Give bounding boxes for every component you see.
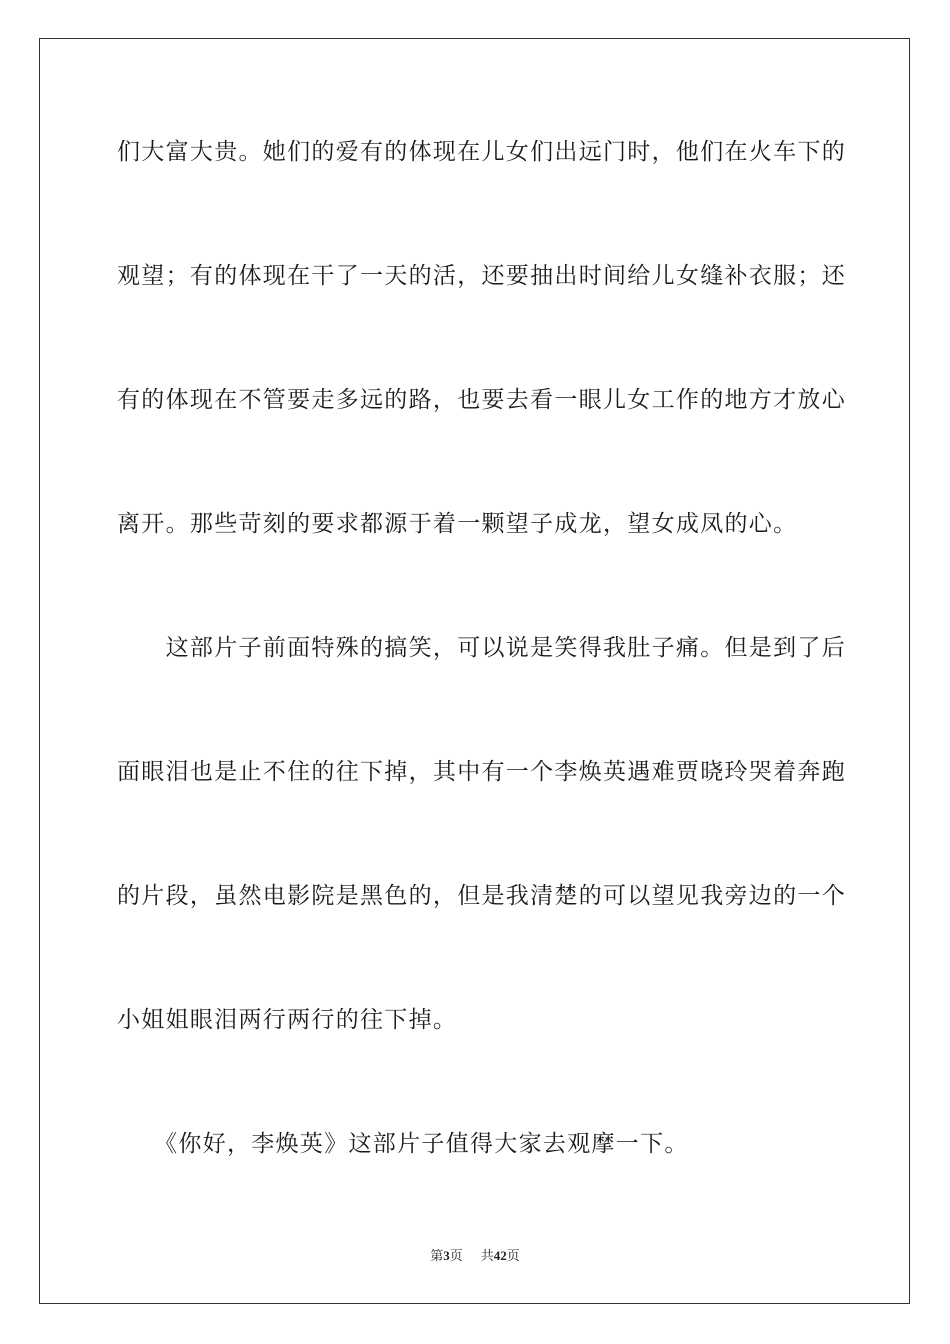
text-line: 《你好，李焕英》这部片子值得大家去观摩一下。 xyxy=(117,1131,689,1157)
text-line: 观望；有的体现在干了一天的活，还要抽出时间给儿女缝补衣服；还 xyxy=(117,263,846,289)
page-suffix: 页 xyxy=(449,1248,463,1263)
text-line: 小姐姐眼泪两行两行的往下掉。 xyxy=(117,1007,458,1033)
page-border xyxy=(39,38,910,1304)
page-prefix: 第 xyxy=(430,1248,444,1263)
total-pages: 42 xyxy=(493,1248,507,1263)
text-line: 的片段，虽然电影院是黑色的，但是我清楚的可以望见我旁边的一个 xyxy=(117,883,846,909)
total-suffix: 页 xyxy=(506,1248,520,1263)
text-line: 面眼泪也是止不住的往下掉，其中有一个李焕英遇难贾晓玲哭着奔跑 xyxy=(117,759,846,785)
total-prefix: 共 xyxy=(480,1248,494,1263)
text-line: 有的体现在不管要走多远的路，也要去看一眼儿女工作的地方才放心 xyxy=(117,387,846,413)
page-number: 3 xyxy=(443,1248,450,1263)
page-footer xyxy=(0,1247,950,1265)
text-line: 这部片子前面特殊的搞笑，可以说是笑得我肚子痛。但是到了后 xyxy=(117,635,846,661)
text-line: 离开。那些苛刻的要求都源于着一颗望子成龙，望女成凤的心。 xyxy=(117,511,798,537)
text-line: 们大富大贵。她们的爱有的体现在儿女们出远门时，他们在火车下的 xyxy=(117,139,846,165)
